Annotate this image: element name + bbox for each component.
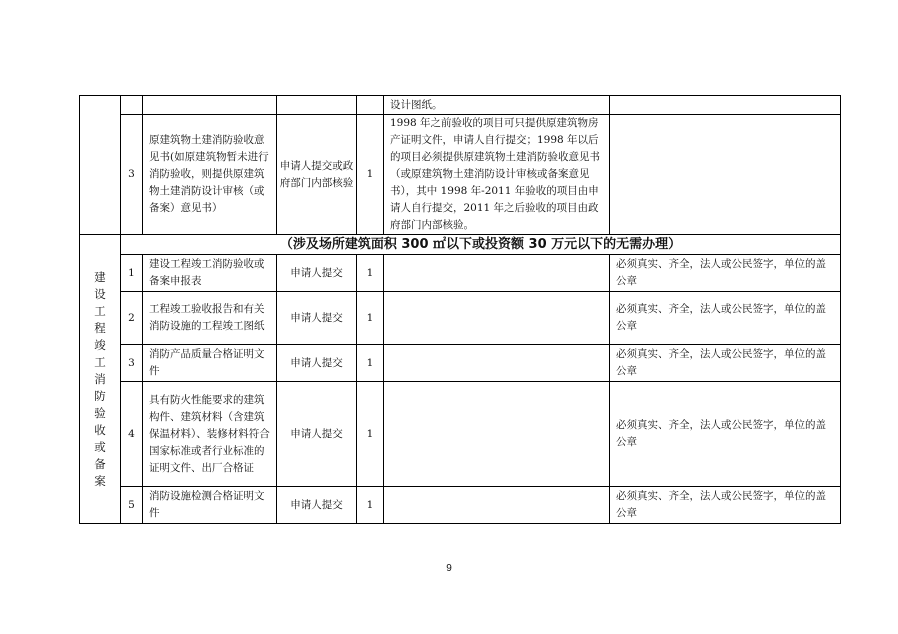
note-cell: [384, 255, 610, 292]
requirement-cell: 必须真实、齐全，法人或公民签字，单位的盖公章: [610, 487, 841, 524]
material-cell: 原建筑物土建消防验收意见书(如原建筑物暂未进行消防验收，则提供原建筑物土建消防设计审核（或备案）意见书）: [143, 115, 277, 235]
page-number: 9: [446, 563, 452, 574]
copies-cell: 1: [357, 292, 384, 345]
note-cell: 1998 年之前验收的项目可只提供原建筑物房产证明文件，申请人自行提交；1998 年以后的项目必须提供原建筑物土建消防验收意见书（或原建筑物土建消防设计审核或备案意见书），其中 1998 年-2011 年验收的项目由申请人自行提交，2011 年之后验收的项目由政府部门内部核验。: [384, 115, 610, 235]
table-row: [80, 292, 841, 345]
row-number: 3: [121, 345, 143, 382]
copies-cell: 1: [357, 345, 384, 382]
row-number: 3: [121, 115, 143, 235]
copies-cell: 1: [357, 382, 384, 487]
note-cell: [384, 345, 610, 382]
material-cell: 建设工程竣工消防验收或备案申报表: [143, 255, 277, 292]
method-cell: 申请人提交或政府部门内部核验: [277, 115, 357, 235]
material-cell: 消防产品质量合格证明文件: [143, 345, 277, 382]
banner-row: [80, 235, 841, 255]
row-number: 2: [121, 292, 143, 345]
material-cell: 消防设施检测合格证明文件: [143, 487, 277, 524]
requirement-cell: [610, 96, 841, 115]
table-row: [80, 382, 841, 487]
materials-table: [79, 95, 841, 524]
note-cell: [384, 487, 610, 524]
method-cell: 申请人提交: [277, 292, 357, 345]
table-row: [80, 345, 841, 382]
note-cell: 设计图纸。: [384, 96, 610, 115]
note-cell: [384, 292, 610, 345]
row-number: 4: [121, 382, 143, 487]
method-cell: 申请人提交: [277, 382, 357, 487]
copies-cell: [357, 96, 384, 115]
row-number: 1: [121, 255, 143, 292]
table-row: [80, 96, 841, 115]
copies-cell: 1: [357, 115, 384, 235]
note-cell: [384, 382, 610, 487]
table-row: [80, 255, 841, 292]
category-cell: 建设工程竣工消防验收或备案: [80, 235, 121, 524]
material-cell: [143, 96, 277, 115]
row-number: [121, 96, 143, 115]
material-cell: 具有防火性能要求的建筑构件、建筑材料（含建筑保温材料）、装修材料符合国家标准或者行业标准的证明文件、出厂合格证: [143, 382, 277, 487]
method-cell: 申请人提交: [277, 255, 357, 292]
table-row: [80, 487, 841, 524]
section-banner: （涉及场所建筑面积 300 ㎡以下或投资额 30 万元以下的无需办理）: [121, 235, 841, 255]
requirement-cell: 必须真实、齐全，法人或公民签字，单位的盖公章: [610, 345, 841, 382]
table-row: [80, 115, 841, 235]
category-cell-blank: [80, 96, 121, 235]
requirement-cell: [610, 115, 841, 235]
row-number: 5: [121, 487, 143, 524]
method-cell: 申请人提交: [277, 487, 357, 524]
method-cell: [277, 96, 357, 115]
material-cell: 工程竣工验收报告和有关消防设施的工程竣工图纸: [143, 292, 277, 345]
method-cell: 申请人提交: [277, 345, 357, 382]
copies-cell: 1: [357, 255, 384, 292]
requirement-cell: 必须真实、齐全，法人或公民签字，单位的盖公章: [610, 292, 841, 345]
copies-cell: 1: [357, 487, 384, 524]
requirement-cell: 必须真实、齐全，法人或公民签字，单位的盖公章: [610, 255, 841, 292]
requirement-cell: 必须真实、齐全，法人或公民签字，单位的盖公章: [610, 382, 841, 487]
